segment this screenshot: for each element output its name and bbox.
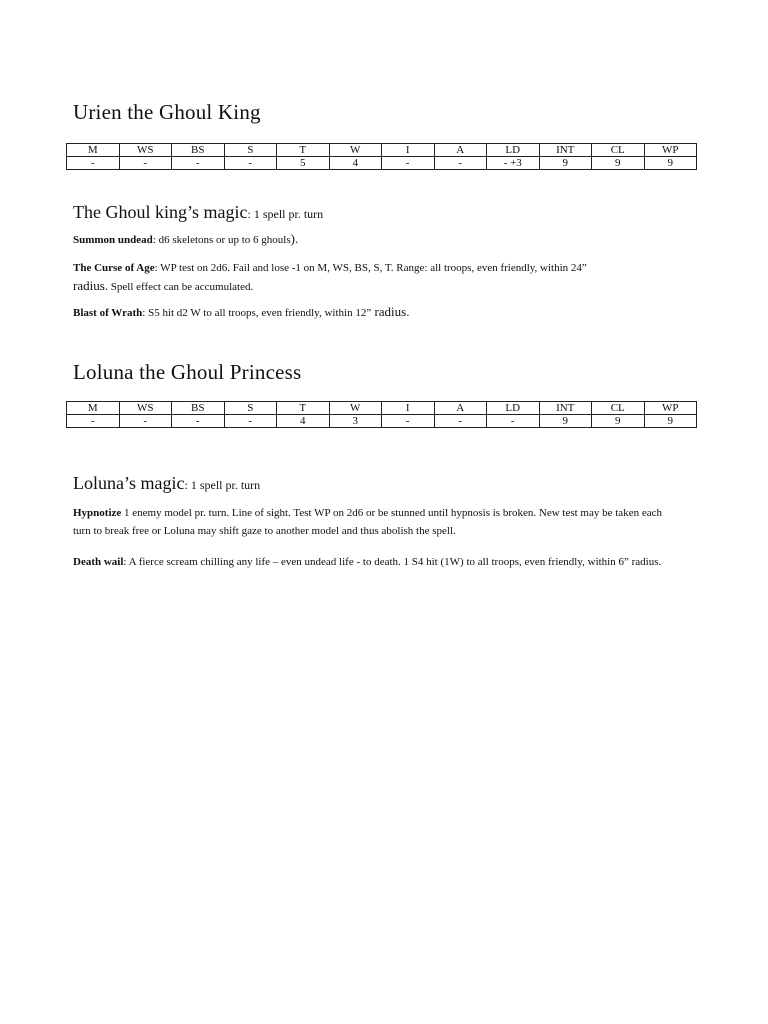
spell-text: : A fierce scream chilling any life – even undead life - to death. 1 S4 hit (1W) to all troops, even friendly, within 6” radius.	[123, 556, 662, 568]
stat-value: -	[382, 157, 435, 170]
spell-text: : S5 hit d2 W to all troops, even friendly, within 12”	[142, 307, 372, 319]
loluna-magic-heading-sub: : 1 spell pr. turn	[184, 478, 261, 492]
stat-value: -	[119, 157, 172, 170]
loluna-magic-heading	[73, 469, 260, 496]
stat-value: 9	[539, 415, 592, 428]
stat-value: 9	[539, 157, 592, 170]
stat-value: -	[67, 415, 120, 428]
stat-header-i: I	[382, 144, 435, 157]
stat-header-m: M	[67, 402, 120, 415]
stat-value: -	[172, 157, 225, 170]
stat-header-w: W	[329, 402, 382, 415]
urien-stat-value-row	[67, 157, 697, 170]
stat-value: -	[172, 415, 225, 428]
spell-name: Summon undead	[73, 234, 153, 246]
spell-text-tail: radius.	[73, 278, 109, 293]
urien-stat-header-row	[67, 144, 697, 157]
stat-header-a: A	[434, 144, 487, 157]
urien-magic-heading-title: The Ghoul king’s magic	[73, 202, 248, 222]
spell-summon-undead	[73, 230, 678, 249]
urien-magic-heading-sub: : 1 spell pr. turn	[247, 207, 324, 221]
stat-header-int: INT	[539, 402, 592, 415]
stat-value: -	[67, 157, 120, 170]
stat-value: -	[434, 415, 487, 428]
stat-header-t: T	[277, 402, 330, 415]
stat-value: -	[487, 415, 540, 428]
stat-header-ws: WS	[119, 144, 172, 157]
loluna-title: Loluna the Ghoul Princess	[73, 360, 302, 384]
spell-blast-of-wrath	[73, 303, 678, 322]
stat-value: -	[224, 415, 277, 428]
loluna-stat-header-row	[67, 402, 697, 415]
stat-header-s: S	[224, 402, 277, 415]
stat-value: 9	[592, 157, 645, 170]
spell-name: Death wail	[73, 556, 124, 568]
spell-text-extra: Spell effect can be accumulated.	[108, 281, 254, 293]
spell-name: Hypnotize	[73, 507, 122, 519]
spell-curse-of-age	[73, 259, 678, 296]
stat-header-wp: WP	[644, 144, 697, 157]
stat-header-bs: BS	[172, 402, 225, 415]
spell-name: The Curse of Age	[73, 262, 155, 274]
stat-value: -	[224, 157, 277, 170]
stat-value: 4	[277, 415, 330, 428]
stat-header-int: INT	[539, 144, 592, 157]
urien-stat-table	[66, 143, 697, 170]
stat-header-i: I	[382, 402, 435, 415]
spell-hypnotize	[73, 504, 678, 540]
stat-value: 9	[592, 415, 645, 428]
loluna-stat-value-row	[67, 415, 697, 428]
stat-header-ld: LD	[487, 402, 540, 415]
stat-header-a: A	[434, 402, 487, 415]
stat-value: 9	[644, 157, 697, 170]
stat-header-ld: LD	[487, 144, 540, 157]
stat-header-w: W	[329, 144, 382, 157]
stat-header-cl: CL	[592, 144, 645, 157]
urien-magic-heading	[73, 198, 323, 225]
stat-value: 3	[329, 415, 382, 428]
stat-value: 5	[277, 157, 330, 170]
stat-header-t: T	[277, 144, 330, 157]
loluna-magic-heading-title: Loluna’s magic	[73, 473, 185, 493]
stat-header-s: S	[224, 144, 277, 157]
stat-value: -	[119, 415, 172, 428]
spell-text-tail: radius.	[371, 304, 410, 319]
loluna-stat-table	[66, 401, 697, 428]
stat-header-wp: WP	[644, 402, 697, 415]
stat-value: -	[382, 415, 435, 428]
stat-header-ws: WS	[119, 402, 172, 415]
spell-name: Blast of Wrath	[73, 307, 143, 319]
spell-text: : d6 skeletons or up to 6 ghouls	[152, 234, 291, 246]
stat-header-m: M	[67, 144, 120, 157]
stat-value: - +3	[487, 157, 540, 170]
spell-text: : WP test on 2d6. Fail and lose -1 on M, WS, BS, S, T. Range: all troops, even friendly, within 24”	[154, 262, 587, 274]
stat-value: 4	[329, 157, 382, 170]
stat-header-cl: CL	[592, 402, 645, 415]
spell-death-wail	[73, 553, 678, 571]
stat-value: 9	[644, 415, 697, 428]
stat-value: -	[434, 157, 487, 170]
urien-title: Urien the Ghoul King	[73, 100, 261, 124]
stat-header-bs: BS	[172, 144, 225, 157]
spell-text-tail: ).	[290, 231, 299, 246]
spell-text: 1 enemy model pr. turn. Line of sight. Test WP on 2d6 or be stunned until hypnosis is broken. New test may be taken each turn to break free or Loluna may shift gaze to another model and thus abolish the spell.	[73, 507, 662, 537]
